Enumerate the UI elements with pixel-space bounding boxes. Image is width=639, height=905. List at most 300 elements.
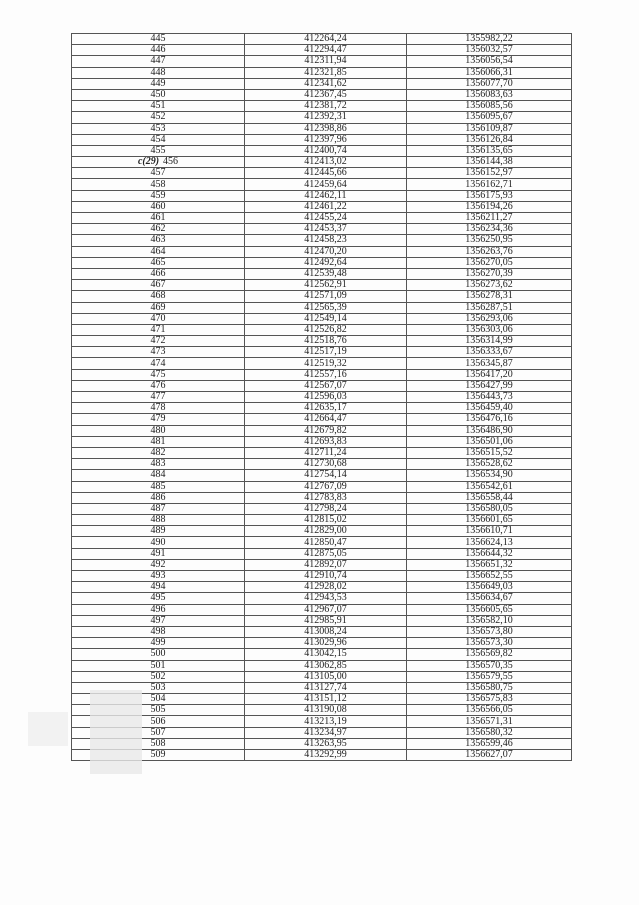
x-coordinate-cell: 413234,97: [245, 727, 407, 738]
table-row: [72, 213, 572, 224]
point-number-cell: [72, 56, 245, 67]
x-coordinate-cell: 412294,47: [245, 45, 407, 56]
y-coordinate-cell: 1356558,44: [407, 492, 572, 503]
y-coordinate-cell: 1356634,67: [407, 593, 572, 604]
x-coordinate-cell: 412783,83: [245, 492, 407, 503]
x-coordinate-cell: 412943,53: [245, 593, 407, 604]
point-number: 487: [150, 502, 166, 514]
point-number: 445: [150, 33, 166, 45]
x-coordinate-cell: 412967,07: [245, 604, 407, 615]
y-coordinate-cell: 1356263,76: [407, 246, 572, 257]
point-number-cell: [72, 582, 245, 593]
point-number-cell: [72, 168, 245, 179]
table-row: [72, 582, 572, 593]
y-coordinate-cell: 1356273,62: [407, 280, 572, 291]
point-number: 495: [150, 592, 166, 604]
table-row: [72, 235, 572, 246]
y-coordinate-cell: 1356459,40: [407, 403, 572, 414]
table-row: [72, 45, 572, 56]
y-coordinate-cell: 1356649,03: [407, 582, 572, 593]
x-coordinate-cell: 412571,09: [245, 291, 407, 302]
point-number: 472: [150, 335, 166, 347]
x-coordinate-cell: 412458,23: [245, 235, 407, 246]
point-number: 452: [150, 111, 166, 123]
table-row: [72, 134, 572, 145]
y-coordinate-cell: 1356303,06: [407, 324, 572, 335]
point-number-cell: [72, 324, 245, 335]
point-number: 473: [150, 346, 166, 358]
x-coordinate-cell: 412754,14: [245, 470, 407, 481]
table-row: [72, 358, 572, 369]
table-row: [72, 280, 572, 291]
y-coordinate-cell: 1356580,75: [407, 682, 572, 693]
point-number-cell: [72, 403, 245, 414]
y-coordinate-cell: 1356566,05: [407, 705, 572, 716]
point-number-cell: [72, 660, 245, 671]
table-row: [72, 291, 572, 302]
x-coordinate-cell: 412928,02: [245, 582, 407, 593]
x-coordinate-cell: 412679,82: [245, 425, 407, 436]
y-coordinate-cell: 1356314,99: [407, 336, 572, 347]
point-number: 453: [150, 122, 166, 134]
table-row: [72, 168, 572, 179]
table-row: [72, 716, 572, 727]
y-coordinate-cell: 1356575,83: [407, 694, 572, 705]
point-number-cell: [72, 313, 245, 324]
point-number: 506: [150, 715, 166, 727]
y-coordinate-cell: 1356095,67: [407, 112, 572, 123]
table-row: [72, 414, 572, 425]
x-coordinate-cell: 412875,05: [245, 548, 407, 559]
point-number-cell: [72, 481, 245, 492]
x-coordinate-cell: 412730,68: [245, 459, 407, 470]
x-coordinate-cell: 412526,82: [245, 324, 407, 335]
y-coordinate-cell: 1356085,56: [407, 101, 572, 112]
y-coordinate-cell: 1356601,65: [407, 515, 572, 526]
table-row: [72, 526, 572, 537]
x-coordinate-cell: 412910,74: [245, 571, 407, 582]
x-coordinate-cell: 413029,96: [245, 638, 407, 649]
table-row: [72, 89, 572, 100]
x-coordinate-cell: 412596,03: [245, 392, 407, 403]
x-coordinate-cell: 412397,96: [245, 134, 407, 145]
table-row: [72, 201, 572, 212]
x-coordinate-cell: 412311,94: [245, 56, 407, 67]
table-row: [72, 190, 572, 201]
y-coordinate-cell: 1356610,71: [407, 526, 572, 537]
table-row: [72, 548, 572, 559]
x-coordinate-cell: 412367,45: [245, 89, 407, 100]
x-coordinate-cell: 412798,24: [245, 503, 407, 514]
point-number-cell: [72, 604, 245, 615]
table-row: [72, 738, 572, 749]
point-number: 481: [150, 435, 166, 447]
y-coordinate-cell: 1356152,97: [407, 168, 572, 179]
x-coordinate-cell: 412517,19: [245, 347, 407, 358]
x-coordinate-cell: 413105,00: [245, 671, 407, 682]
y-coordinate-cell: 1356333,67: [407, 347, 572, 358]
point-number-cell: [72, 246, 245, 257]
table-row: [72, 447, 572, 458]
x-coordinate-cell: 412519,32: [245, 358, 407, 369]
point-number: 479: [150, 413, 166, 425]
point-number-cell: [72, 101, 245, 112]
point-number: 480: [150, 424, 166, 436]
point-number: 493: [150, 570, 166, 582]
point-number: 478: [150, 402, 166, 414]
y-coordinate-cell: 1356605,65: [407, 604, 572, 615]
point-number-cell: [72, 257, 245, 268]
y-coordinate-cell: 1356571,31: [407, 716, 572, 727]
point-number: 449: [150, 77, 166, 89]
table-row: [72, 257, 572, 268]
point-number-cell: [72, 134, 245, 145]
point-number-cell: [72, 347, 245, 358]
y-coordinate-cell: 1356278,31: [407, 291, 572, 302]
point-number: 464: [150, 245, 166, 257]
y-coordinate-cell: 1356476,16: [407, 414, 572, 425]
table-row: [72, 694, 572, 705]
point-number: 501: [150, 659, 166, 671]
point-number-cell: [72, 425, 245, 436]
x-coordinate-cell: 412400,74: [245, 145, 407, 156]
point-number: 499: [150, 637, 166, 649]
x-coordinate-cell: 412815,02: [245, 515, 407, 526]
point-number-cell: [72, 190, 245, 201]
point-number-cell: [72, 145, 245, 156]
point-number-cell: [72, 302, 245, 313]
y-coordinate-cell: 1356287,51: [407, 302, 572, 313]
point-mark: c(29): [137, 156, 160, 168]
y-coordinate-cell: 1356624,13: [407, 537, 572, 548]
point-number-cell: [72, 470, 245, 481]
point-number-cell: [72, 380, 245, 391]
point-number: 457: [150, 167, 166, 179]
point-number-cell: [72, 615, 245, 626]
x-coordinate-cell: 412321,85: [245, 67, 407, 78]
point-number: 486: [150, 491, 166, 503]
point-number: 446: [150, 44, 166, 56]
x-coordinate-cell: 412459,64: [245, 179, 407, 190]
point-number: 447: [150, 55, 166, 67]
x-coordinate-cell: 412557,16: [245, 369, 407, 380]
point-number: 470: [150, 312, 166, 324]
y-coordinate-cell: 1355982,22: [407, 34, 572, 45]
y-coordinate-cell: 1356126,84: [407, 134, 572, 145]
point-number: 448: [150, 66, 166, 78]
y-coordinate-cell: 1356032,57: [407, 45, 572, 56]
point-number-cell: [72, 503, 245, 514]
point-number-cell: [72, 369, 245, 380]
table-row: [72, 481, 572, 492]
table-row: [72, 727, 572, 738]
point-number-cell: [72, 515, 245, 526]
y-coordinate-cell: 1356570,35: [407, 660, 572, 671]
table-row: [72, 705, 572, 716]
y-coordinate-cell: 1356345,87: [407, 358, 572, 369]
point-number: 459: [150, 189, 166, 201]
point-number: 461: [150, 212, 166, 224]
table-row: [72, 112, 572, 123]
point-number-cell: [72, 392, 245, 403]
point-number: 462: [150, 223, 166, 235]
point-number: 489: [150, 525, 166, 537]
point-number: 482: [150, 447, 166, 459]
point-number-cell: [72, 492, 245, 503]
point-number-cell: [72, 201, 245, 212]
point-number: 508: [150, 737, 166, 749]
table-row: [72, 179, 572, 190]
table-row: [72, 459, 572, 470]
table-row: [72, 246, 572, 257]
point-number-cell: [72, 649, 245, 660]
y-coordinate-cell: 1356270,05: [407, 257, 572, 268]
coordinates-table: [71, 33, 572, 761]
table-row: [72, 145, 572, 156]
x-coordinate-cell: 413190,08: [245, 705, 407, 716]
point-number-cell: [72, 280, 245, 291]
table-row: [72, 593, 572, 604]
y-coordinate-cell: 1356056,54: [407, 56, 572, 67]
x-coordinate-cell: 413008,24: [245, 626, 407, 637]
table-row: [72, 537, 572, 548]
point-number: 502: [150, 670, 166, 682]
x-coordinate-cell: 412461,22: [245, 201, 407, 212]
table-row: [72, 470, 572, 481]
y-coordinate-cell: 1356417,20: [407, 369, 572, 380]
y-coordinate-cell: 1356599,46: [407, 738, 572, 749]
point-number: 465: [150, 256, 166, 268]
point-number-cell: [72, 548, 245, 559]
x-coordinate-cell: 412470,20: [245, 246, 407, 257]
point-number: 475: [150, 368, 166, 380]
y-coordinate-cell: 1356486,90: [407, 425, 572, 436]
table-row: [72, 78, 572, 89]
y-coordinate-cell: 1356270,39: [407, 268, 572, 279]
point-number: 498: [150, 626, 166, 638]
point-number-cell: [72, 157, 245, 168]
point-number: 494: [150, 581, 166, 593]
x-coordinate-cell: 412392,31: [245, 112, 407, 123]
point-number-cell: [72, 224, 245, 235]
x-coordinate-cell: 412455,24: [245, 213, 407, 224]
y-coordinate-cell: 1356528,62: [407, 459, 572, 470]
y-coordinate-cell: 1356652,55: [407, 571, 572, 582]
x-coordinate-cell: 412567,07: [245, 380, 407, 391]
point-number-cell: [72, 268, 245, 279]
point-number: 504: [150, 693, 166, 705]
x-coordinate-cell: 412492,64: [245, 257, 407, 268]
table-row: [72, 671, 572, 682]
table-row: [72, 571, 572, 582]
point-number: 451: [150, 100, 166, 112]
table-row: [72, 425, 572, 436]
point-number-cell: [72, 537, 245, 548]
x-coordinate-cell: 412892,07: [245, 559, 407, 570]
y-coordinate-cell: 1356066,31: [407, 67, 572, 78]
table-row: [72, 626, 572, 637]
x-coordinate-cell: 412565,39: [245, 302, 407, 313]
point-number-cell: [72, 179, 245, 190]
y-coordinate-cell: 1356135,65: [407, 145, 572, 156]
point-number: 476: [150, 379, 166, 391]
table-row: [72, 268, 572, 279]
x-coordinate-cell: 412462,11: [245, 190, 407, 201]
point-number-cell: [72, 459, 245, 470]
point-number-cell: [72, 78, 245, 89]
point-number-cell: [72, 235, 245, 246]
point-number-cell: [72, 123, 245, 134]
y-coordinate-cell: 1356234,36: [407, 224, 572, 235]
y-coordinate-cell: 1356644,32: [407, 548, 572, 559]
point-number-cell: [72, 34, 245, 45]
x-coordinate-cell: 413213,19: [245, 716, 407, 727]
x-coordinate-cell: 412539,48: [245, 268, 407, 279]
point-number: 483: [150, 458, 166, 470]
y-coordinate-cell: 1356580,32: [407, 727, 572, 738]
x-coordinate-cell: 412341,62: [245, 78, 407, 89]
point-number: 488: [150, 514, 166, 526]
table-row: [72, 34, 572, 45]
y-coordinate-cell: 1356144,38: [407, 157, 572, 168]
point-number-cell: [72, 67, 245, 78]
point-number-cell: [72, 559, 245, 570]
x-coordinate-cell: 413263,95: [245, 738, 407, 749]
table-row: [72, 347, 572, 358]
x-coordinate-cell: 412693,83: [245, 436, 407, 447]
table-row: [72, 224, 572, 235]
point-number: 468: [150, 290, 166, 302]
table-row: [72, 604, 572, 615]
table-row: [72, 157, 572, 168]
y-coordinate-cell: 1356580,05: [407, 503, 572, 514]
x-coordinate-cell: 412453,37: [245, 224, 407, 235]
table-row: [72, 392, 572, 403]
y-coordinate-cell: 1356569,82: [407, 649, 572, 660]
table-row: [72, 559, 572, 570]
point-number-cell: [72, 671, 245, 682]
y-coordinate-cell: 1356293,06: [407, 313, 572, 324]
y-coordinate-cell: 1356250,95: [407, 235, 572, 246]
y-coordinate-cell: 1356211,27: [407, 213, 572, 224]
coordinates-table-body: [72, 34, 572, 761]
y-coordinate-cell: 1356501,06: [407, 436, 572, 447]
y-coordinate-cell: 1356194,26: [407, 201, 572, 212]
table-row: [72, 67, 572, 78]
x-coordinate-cell: 412850,47: [245, 537, 407, 548]
point-number: 507: [150, 726, 166, 738]
x-coordinate-cell: 413042,15: [245, 649, 407, 660]
point-number: 490: [150, 536, 166, 548]
y-coordinate-cell: 1356515,52: [407, 447, 572, 458]
table-row: [72, 380, 572, 391]
x-coordinate-cell: 412635,17: [245, 403, 407, 414]
point-number: 484: [150, 469, 166, 481]
point-number-cell: [72, 89, 245, 100]
point-number: 497: [150, 614, 166, 626]
point-number-cell: [72, 436, 245, 447]
point-number: 505: [150, 704, 166, 716]
table-row: [72, 436, 572, 447]
point-number: 471: [150, 323, 166, 335]
point-number: 485: [150, 480, 166, 492]
x-coordinate-cell: 413151,12: [245, 694, 407, 705]
point-number-cell: [72, 447, 245, 458]
point-number-cell: [72, 638, 245, 649]
x-coordinate-cell: 412381,72: [245, 101, 407, 112]
table-row: [72, 336, 572, 347]
point-number-cell: [72, 626, 245, 637]
table-row: [72, 638, 572, 649]
y-coordinate-cell: 1356534,90: [407, 470, 572, 481]
point-number-cell: [72, 112, 245, 123]
table-row: [72, 750, 572, 761]
table-row: [72, 492, 572, 503]
point-number: 491: [150, 547, 166, 559]
y-coordinate-cell: 1356162,71: [407, 179, 572, 190]
point-number-cell: [72, 336, 245, 347]
point-number: 469: [150, 301, 166, 313]
table-row: [72, 302, 572, 313]
y-coordinate-cell: 1356651,32: [407, 559, 572, 570]
point-number-cell: [72, 291, 245, 302]
point-number: 503: [150, 681, 166, 693]
point-number: 496: [150, 603, 166, 615]
table-row: [72, 503, 572, 514]
y-coordinate-cell: 1356427,99: [407, 380, 572, 391]
point-number: 477: [150, 391, 166, 403]
x-coordinate-cell: 412985,91: [245, 615, 407, 626]
x-coordinate-cell: 412398,86: [245, 123, 407, 134]
point-number: 492: [150, 558, 166, 570]
table-row: [72, 324, 572, 335]
table-row: [72, 101, 572, 112]
point-number: 474: [150, 357, 166, 369]
point-number-cell: [72, 45, 245, 56]
table-row: [72, 313, 572, 324]
point-number-cell: [72, 213, 245, 224]
y-coordinate-cell: 1356443,73: [407, 392, 572, 403]
point-number-cell: [72, 526, 245, 537]
point-number-cell: [72, 593, 245, 604]
x-coordinate-cell: 413127,74: [245, 682, 407, 693]
point-number: 467: [150, 279, 166, 291]
x-coordinate-cell: 413292,99: [245, 750, 407, 761]
table-row: [72, 660, 572, 671]
point-number: 466: [150, 268, 166, 280]
table-row: [72, 369, 572, 380]
y-coordinate-cell: 1356109,87: [407, 123, 572, 134]
x-coordinate-cell: 412549,14: [245, 313, 407, 324]
table-row: [72, 682, 572, 693]
x-coordinate-cell: 412711,24: [245, 447, 407, 458]
y-coordinate-cell: 1356083,63: [407, 89, 572, 100]
y-coordinate-cell: 1356579,55: [407, 671, 572, 682]
table-row: [72, 515, 572, 526]
y-coordinate-cell: 1356573,80: [407, 626, 572, 637]
point-number-cell: [72, 571, 245, 582]
point-number: 509: [150, 749, 166, 761]
point-number: 450: [150, 89, 166, 101]
table-row: [72, 649, 572, 660]
y-coordinate-cell: 1356542,61: [407, 481, 572, 492]
x-coordinate-cell: 412829,00: [245, 526, 407, 537]
point-number: 454: [150, 133, 166, 145]
table-row: [72, 403, 572, 414]
point-number-cell: [72, 414, 245, 425]
x-coordinate-cell: 412562,91: [245, 280, 407, 291]
x-coordinate-cell: 412518,76: [245, 336, 407, 347]
